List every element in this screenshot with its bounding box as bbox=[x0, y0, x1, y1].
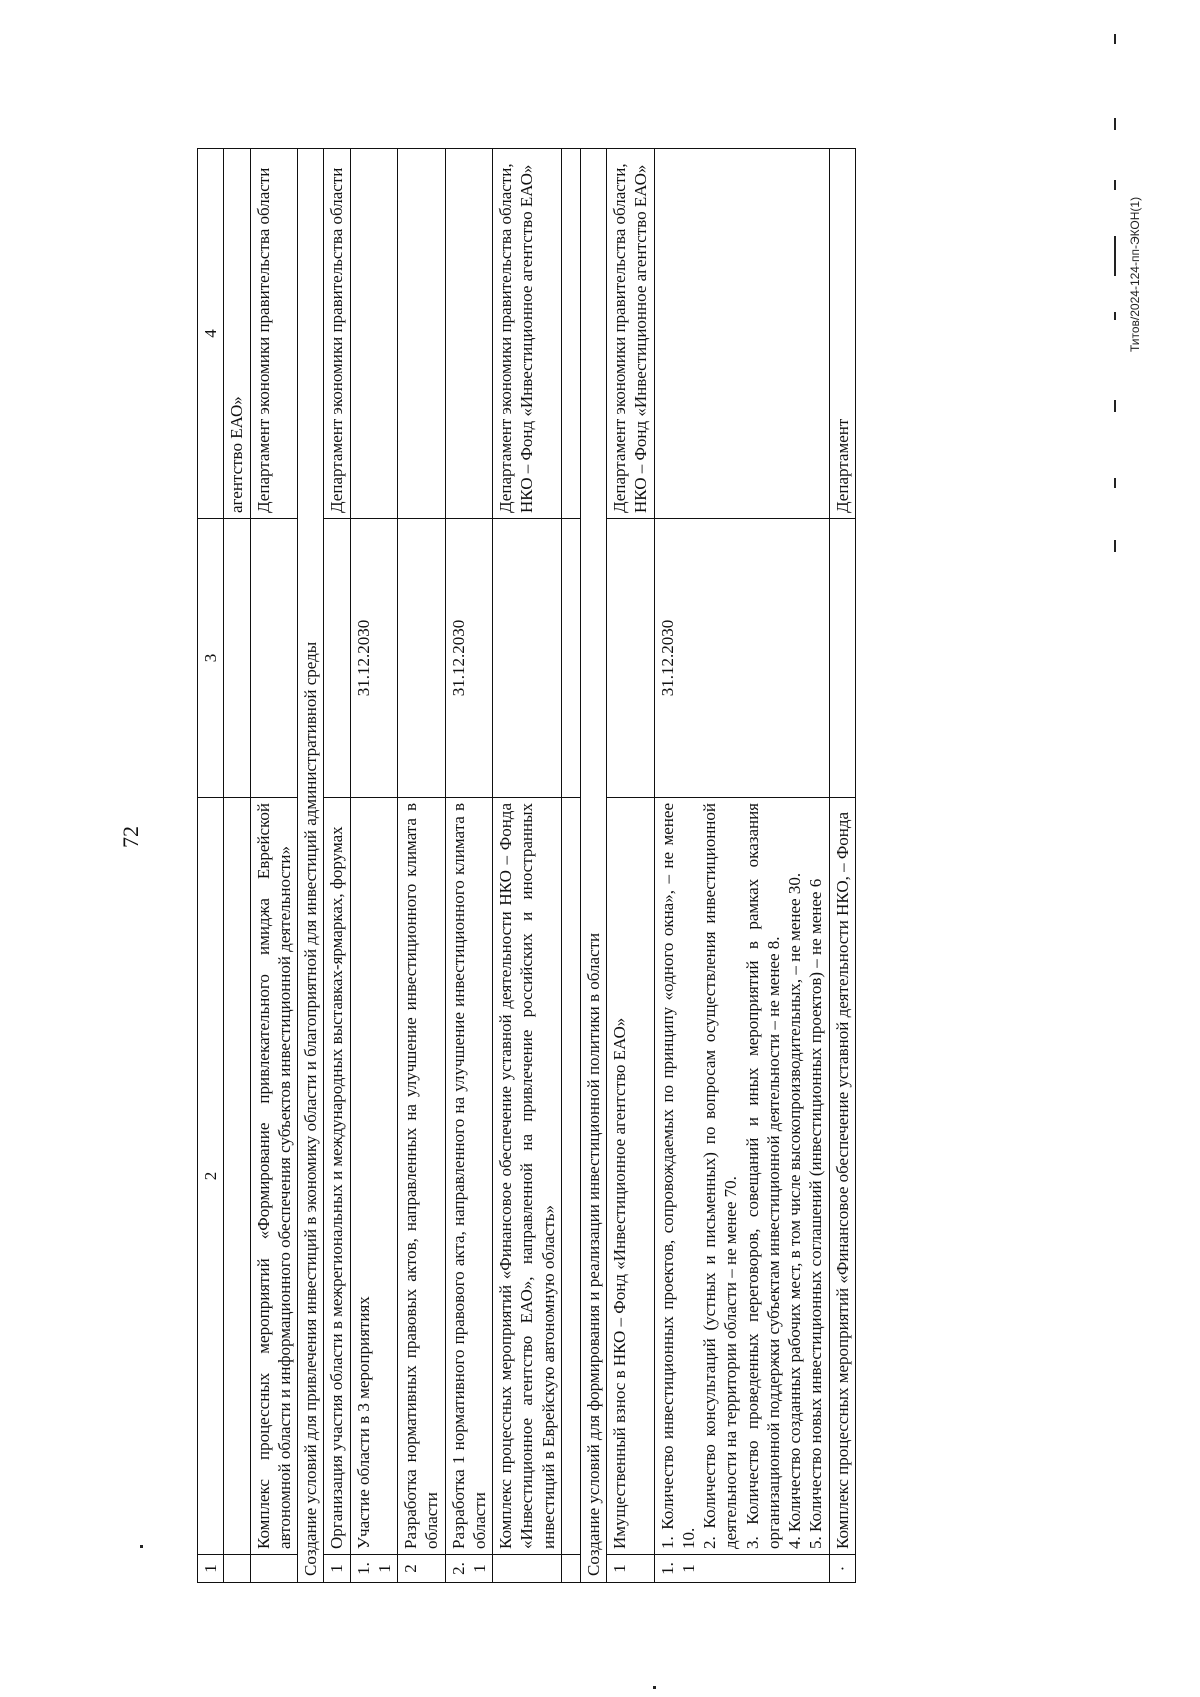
header-cell-4: 4 bbox=[198, 149, 224, 519]
activity-cell: Комплекс процессных мероприятий «Финансовое обеспечение уставной деятельности НКО, – Фонда bbox=[829, 798, 855, 1555]
deadline-cell bbox=[324, 519, 350, 798]
activity-cell: Комплекс процессных мероприятий «Финансовое обеспечение уставной деятельности НКО – Фонда «Инвестиционное агентство ЕАО», направленной на привлечение российских и иностранных инвестиций в Еврейскую автономную область» bbox=[493, 798, 562, 1555]
row-number: 2.1 bbox=[445, 1555, 493, 1583]
responsible-cell: Департамент экономики правительства области bbox=[324, 149, 350, 519]
row-number: 2 bbox=[398, 1555, 446, 1583]
activity-cell: Имущественный взнос в НКО – Фонд «Инвестиционное агентство ЕАО» bbox=[607, 798, 655, 1555]
indicator-list bbox=[654, 798, 829, 1555]
table-row bbox=[224, 149, 250, 1583]
deadline-cell: 31.12.2030 bbox=[654, 519, 829, 798]
row-number: 1.1 bbox=[654, 1555, 829, 1583]
deadline-cell bbox=[250, 519, 298, 798]
responsible-cell: Департамент bbox=[829, 149, 855, 519]
list-item: 3. Количество проведенных переговоров, совещаний и иных мероприятий в рамках оказания организационной поддержки субъектам инвестиционной деятельности – не менее 8. bbox=[742, 803, 783, 1549]
row-number: · bbox=[829, 1555, 855, 1583]
table-row bbox=[654, 149, 829, 1583]
document-code: Титов/2024-124-пп-ЭКОН(1) bbox=[1128, 196, 1142, 352]
row-number: 1.1 bbox=[350, 1555, 398, 1583]
table-row bbox=[298, 149, 324, 1583]
responsible-cell: агентство ЕАО» bbox=[224, 149, 250, 519]
deadline-cell bbox=[398, 519, 446, 798]
list-item: 2. Количество консультаций (устных и письменных) по вопросам осуществления инвестиционной деятельности на территории области – не менее 70. bbox=[700, 803, 741, 1549]
row-number bbox=[250, 1555, 298, 1583]
empty-cell bbox=[561, 149, 580, 519]
section-heading: Создание условий для привлечения инвестиций в экономику области и благоприятной для инвестиций административной среды bbox=[298, 149, 324, 1583]
responsible-cell bbox=[654, 149, 829, 519]
responsible-cell: Департамент экономики правительства области, НКО – Фонд «Инвестиционное агентство ЕАО» bbox=[493, 149, 562, 519]
page-number: 72 bbox=[118, 826, 143, 848]
responsible-cell: Департамент экономики правительства области, НКО – Фонд «Инвестиционное агентство ЕАО» bbox=[607, 149, 655, 519]
deadline-cell bbox=[607, 519, 655, 798]
list-item: 4. Количество созданных рабочих мест, в том числе высокопроизводительных, – не менее 30. bbox=[785, 872, 804, 1549]
row-number: 1 bbox=[607, 1555, 655, 1583]
header-row bbox=[198, 149, 224, 1583]
table-row bbox=[580, 149, 606, 1583]
list-item: 1. Количество инвестиционных проектов, сопровождаемых по принципу «одного окна», – не менее 10. bbox=[657, 803, 698, 1549]
activity-cell: Комплекс процессных мероприятий «Формирование привлекательного имиджа Еврейской автономной области и информационного обеспечения субъектов инвестиционной деятельности» bbox=[250, 798, 298, 1555]
empty-cell bbox=[561, 1555, 580, 1583]
header-cell-1: 1 bbox=[198, 1555, 224, 1583]
table-row bbox=[324, 149, 350, 1583]
row-number bbox=[224, 1555, 250, 1583]
responsible-cell bbox=[398, 149, 446, 519]
plan-table bbox=[197, 148, 856, 1583]
table-row bbox=[561, 149, 580, 1583]
table-row bbox=[350, 149, 398, 1583]
header-cell-3: 3 bbox=[198, 519, 224, 798]
activity-cell: Разработка 1 нормативного правового акта, направленного на улучшение инвестиционного климата в области bbox=[445, 798, 493, 1555]
rotated-table-wrapper bbox=[197, 149, 1077, 1583]
empty-cell bbox=[561, 798, 580, 1555]
activity-cell: Участие области в 3 мероприятиях bbox=[350, 798, 398, 1555]
deadline-cell: 31.12.2030 bbox=[350, 519, 398, 798]
deadline-cell: 31.12.2030 bbox=[445, 519, 493, 798]
table-row bbox=[607, 149, 655, 1583]
responsible-cell bbox=[350, 149, 398, 519]
row-number: 1 bbox=[324, 1555, 350, 1583]
header-cell-2: 2 bbox=[198, 798, 224, 1555]
deadline-cell bbox=[224, 519, 250, 798]
activity-cell bbox=[224, 798, 250, 1555]
section-heading: Создание условий для формирования и реализации инвестиционной политики в области bbox=[580, 149, 606, 1583]
empty-cell bbox=[561, 519, 580, 798]
row-number bbox=[493, 1555, 562, 1583]
table-row bbox=[250, 149, 298, 1583]
table-row bbox=[493, 149, 562, 1583]
activity-cell: Организация участия области в межрегиональных и международных выставках-ярмарках, форумах bbox=[324, 798, 350, 1555]
activity-cell: Разработка нормативных правовых актов, направленных на улучшение инвестиционного климата в области bbox=[398, 798, 446, 1555]
deadline-cell bbox=[493, 519, 562, 798]
table-row bbox=[398, 149, 446, 1583]
deadline-cell bbox=[829, 519, 855, 798]
table-row bbox=[445, 149, 493, 1583]
list-item: 5. Количество новых инвестиционных соглашений (инвестиционных проектов) – не менее 6 bbox=[806, 878, 826, 1549]
responsible-cell: Департамент экономики правительства области bbox=[250, 149, 298, 519]
responsible-cell bbox=[445, 149, 493, 519]
table-row bbox=[829, 149, 855, 1583]
table-body bbox=[198, 149, 856, 1583]
